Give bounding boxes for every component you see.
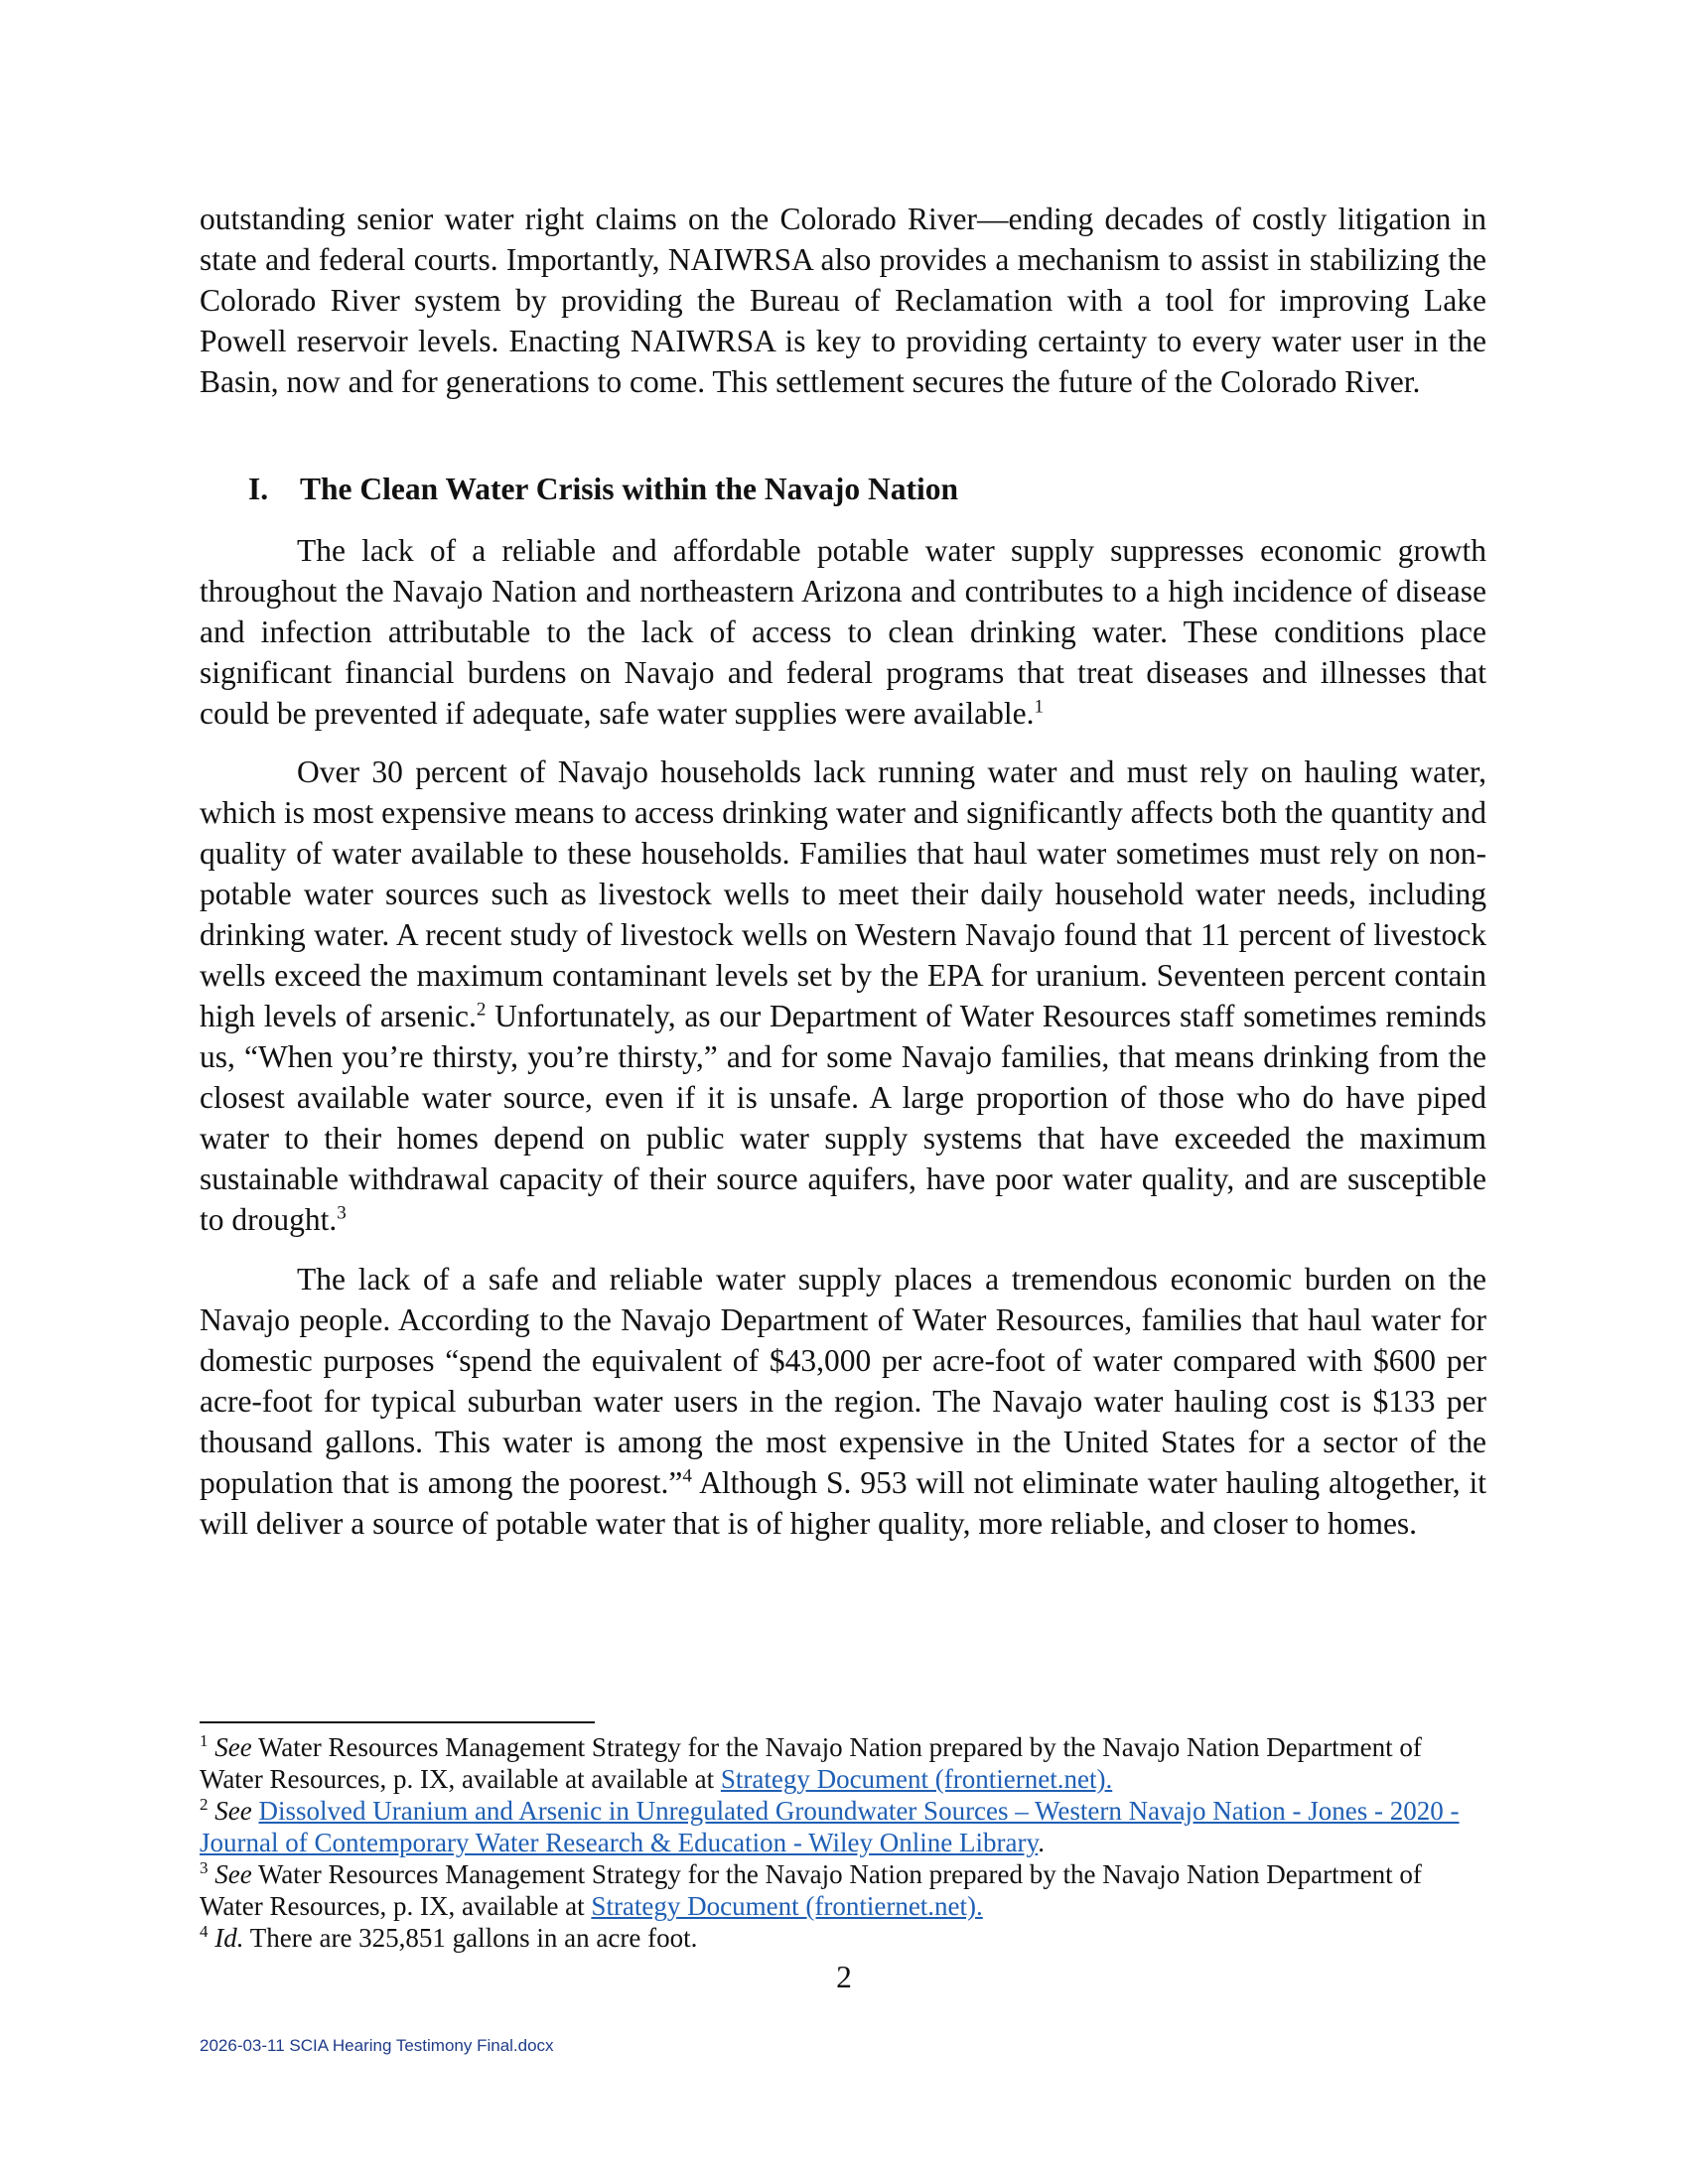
strategy-document-link[interactable]: Strategy Document (frontiernet.net).	[720, 1764, 1113, 1794]
paragraph-text: outstanding senior water right claims on the Colorado River—ending decades of costly litigation in state and federal courts. Importantly, NAIWRSA also provides a mechanism to assist in stabilizing the Colorado River system by providing the Bureau of Reclamation with a tool for improving Lake Powell reservoir levels. Enacting NAIWRSA is key to providing certainty to every water user in the Basin, now and for generations to come. This settlement secures the future of the Colorado River.	[200, 202, 1486, 399]
footnote-signal: Id.	[214, 1923, 244, 1953]
section-number: I.	[248, 472, 269, 506]
paragraph-3	[200, 1259, 1486, 1544]
footnote-ref-1[interactable]: 1	[1034, 696, 1044, 718]
paragraph-text: Over 30 percent of Navajo households lack running water and must rely on hauling water, which is most expensive means to access drinking water and significantly affects both the quantity and quality of water available to these households. Families that haul water sometimes must rely on non-potable water sources such as livestock wells to meet their daily household water needs, including drinking water. A recent study of livestock wells on Western Navajo found that 11 percent of livestock wells exceed the maximum contaminant levels set by the EPA for uranium. Seventeen percent contain high levels of arsenic.	[200, 754, 1486, 1033]
paragraph-text: Unfortunately, as our Department of Water Resources staff sometimes reminds us, “When you’re thirsty, you’re thirsty,” and for some Navajo families, that means drinking from the closest available water source, even if it is unsafe. A large proportion of those who do have piped water to their homes depend on public water supply systems that have exceeded the maximum sustainable withdrawal capacity of their source aquifers, have poor water quality, and are susceptible to drought.	[200, 999, 1486, 1237]
footnote-signal: See	[214, 1859, 252, 1889]
footnote-1	[200, 1731, 1490, 1795]
section-heading	[248, 469, 958, 509]
paragraph-1	[200, 530, 1486, 734]
footnote-signal: See	[214, 1732, 252, 1762]
paragraph-text: The lack of a reliable and affordable potable water supply suppresses economic growth throughout the Navajo Nation and northeastern Arizona and contributes to a high incidence of disease and infection attributable to the lack of access to clean drinking water. These conditions place significant financial burdens on Navajo and federal programs that treat diseases and illnesses that could be prevented if adequate, safe water supplies were available.	[200, 533, 1486, 731]
wiley-article-link[interactable]: Dissolved Uranium and Arsenic in Unregulated Groundwater Sources – Western Navajo Nation - Jones - 2020 - Journal of Contemporary Water Research & Education - Wiley Online Library	[200, 1796, 1460, 1857]
footnote-separator	[200, 1721, 595, 1723]
footnote-number: 2	[200, 1795, 209, 1814]
footnotes	[200, 1731, 1490, 1954]
file-name-footer: 2026-03-11 SCIA Hearing Testimony Final.docx	[200, 2036, 554, 2055]
footnote-3	[200, 1858, 1490, 1922]
strategy-document-link[interactable]: Strategy Document (frontiernet.net).	[591, 1891, 983, 1921]
footnote-2	[200, 1795, 1490, 1858]
paragraph-text: Although S. 953 will not eliminate water hauling altogether, it will deliver a source of potable water that is of higher quality, more reliable, and closer to homes.	[200, 1465, 1486, 1541]
footnote-ref-3[interactable]: 3	[337, 1202, 347, 1224]
page-number: 2	[836, 1960, 852, 1994]
paragraph-2	[200, 751, 1486, 1240]
footnote-ref-4[interactable]: 4	[682, 1465, 692, 1487]
footnote-number: 4	[200, 1922, 209, 1941]
footnote-text: Water Resources Management Strategy for the Navajo Nation prepared by the Navajo Nation Department of Water Resources, p. IX, available at available at	[200, 1732, 1422, 1794]
paragraph-continuation	[200, 199, 1486, 402]
footnote-text: Water Resources Management Strategy for the Navajo Nation prepared by the Navajo Nation Department of Water Resources, p. IX, available at	[200, 1859, 1422, 1921]
footnote-text: There are 325,851 gallons in an acre foot.	[243, 1923, 698, 1953]
footnote-signal: See	[214, 1796, 252, 1826]
footnote-ref-2[interactable]: 2	[476, 999, 487, 1021]
footnote-number: 3	[200, 1858, 209, 1877]
paragraph-text: The lack of a safe and reliable water supply places a tremendous economic burden on the Navajo people. According to the Navajo Department of Water Resources, families that haul water for domestic purposes “spend the equivalent of $43,000 per acre-foot of water compared with $600 per acre-foot for typical suburban water users in the region. The Navajo water hauling cost is $133 per thousand gallons. This water is among the most expensive in the United States for a sector of the population that is among the poorest.”	[200, 1262, 1486, 1500]
footnote-number: 1	[200, 1731, 209, 1750]
section-title: The Clean Water Crisis within the Navajo Nation	[300, 472, 958, 506]
footnote-4	[200, 1922, 1490, 1954]
footnote-text: .	[1038, 1828, 1045, 1857]
